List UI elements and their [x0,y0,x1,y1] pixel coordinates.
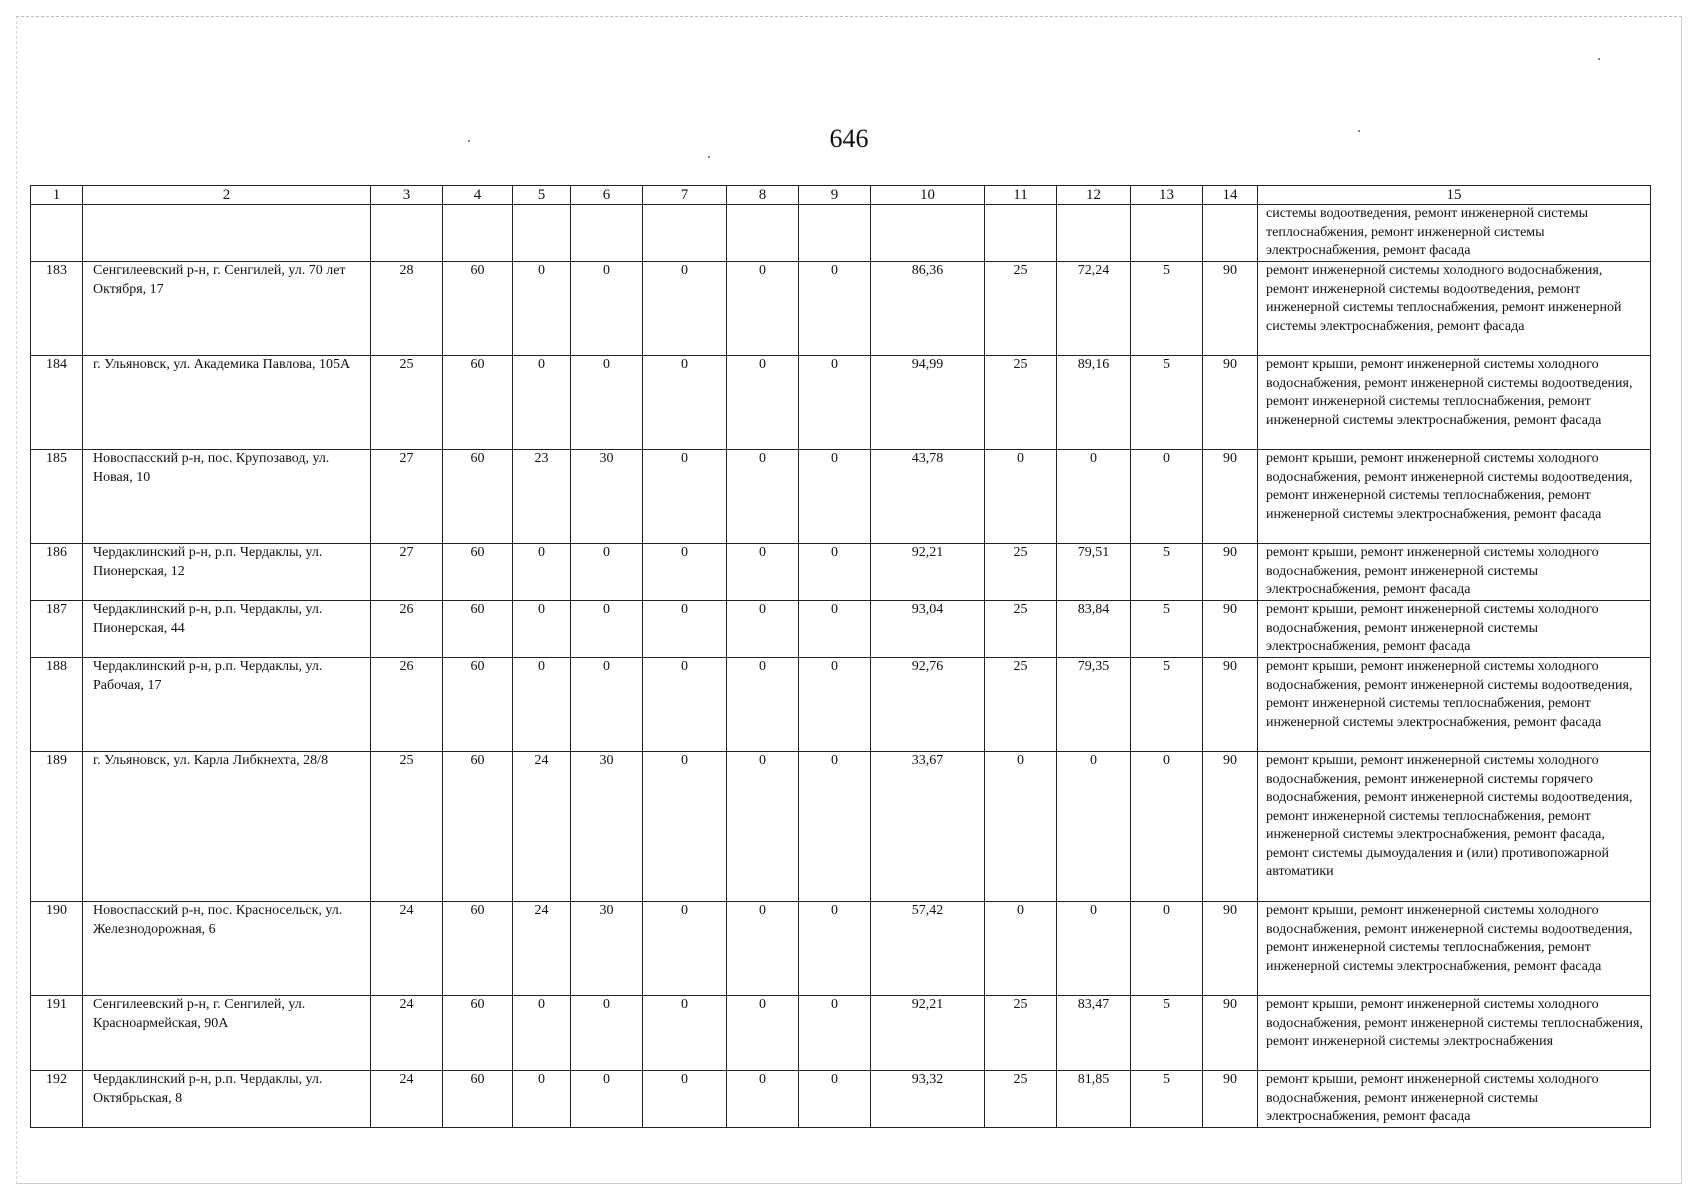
value-cell-col-4: 60 [443,356,513,450]
address-cell: Чердаклинский р-н, р.п. Чердаклы, ул. Пионерская, 12 [83,544,371,601]
value-cell-col-14: 90 [1203,262,1258,356]
value-cell-col-12: 81,85 [1057,1071,1131,1128]
row-number-cell: 186 [31,544,83,601]
value-cell-col-11: 25 [985,262,1057,356]
value-cell-col-8: 0 [727,658,799,752]
address-cell: Сенгилеевский р-н, г. Сенгилей, ул. 70 лет Октября, 17 [83,262,371,356]
column-header: 8 [727,186,799,205]
scan-speck [1358,130,1360,132]
value-cell-col-5: 23 [513,450,571,544]
row-number-cell: 188 [31,658,83,752]
table-row [31,902,1651,996]
repair-schedule-table [30,185,1651,1128]
value-cell-col-11: 25 [985,996,1057,1071]
address-cell [83,205,371,262]
value-cell-col-5: 24 [513,752,571,902]
value-cell-col-6: 30 [571,752,643,902]
value-cell-col-7: 0 [643,544,727,601]
value-cell-col-13: 5 [1131,544,1203,601]
value-cell-col-6: 30 [571,450,643,544]
row-number-cell: 190 [31,902,83,996]
value-cell-col-14: 90 [1203,902,1258,996]
column-header: 2 [83,186,371,205]
value-cell-col-7: 0 [643,752,727,902]
value-cell-col-4: 60 [443,996,513,1071]
value-cell-col-7: 0 [643,601,727,658]
works-list-cell: ремонт крыши, ремонт инженерной системы холодного водоснабжения, ремонт инженерной системы электроснабжения, ремонт фасада [1258,1071,1651,1128]
row-number-cell: 189 [31,752,83,902]
works-list-cell: системы водоотведения, ремонт инженерной системы теплоснабжения, ремонт инженерной системы электроснабжения, ремонт фасада [1258,205,1651,262]
value-cell-col-4: 60 [443,752,513,902]
address-cell: Чердаклинский р-н, р.п. Чердаклы, ул. Рабочая, 17 [83,658,371,752]
table-row [31,1071,1651,1128]
value-cell-col-11: 25 [985,601,1057,658]
value-cell-col-14: 90 [1203,1071,1258,1128]
column-number-row [31,186,1651,205]
value-cell-col-14: 90 [1203,996,1258,1071]
value-cell-col-6: 0 [571,1071,643,1128]
row-number-cell: 192 [31,1071,83,1128]
value-cell-col-6: 0 [571,356,643,450]
value-cell-col-13 [1131,205,1203,262]
value-cell-col-12: 89,16 [1057,356,1131,450]
value-cell-col-5: 0 [513,658,571,752]
value-cell-col-4: 60 [443,658,513,752]
scan-speck [1598,58,1600,60]
value-cell-col-12: 0 [1057,450,1131,544]
page-number: 646 [829,124,869,153]
row-number-cell: 187 [31,601,83,658]
value-cell-col-3: 26 [371,658,443,752]
value-cell-col-13: 5 [1131,1071,1203,1128]
value-cell-col-12: 79,51 [1057,544,1131,601]
value-cell-col-12: 0 [1057,902,1131,996]
value-cell-col-11: 0 [985,752,1057,902]
value-cell-col-6: 0 [571,658,643,752]
value-cell-col-5 [513,205,571,262]
column-header: 13 [1131,186,1203,205]
column-header: 11 [985,186,1057,205]
value-cell-col-7: 0 [643,1071,727,1128]
table-row [31,601,1651,658]
table-body [31,205,1651,1128]
value-cell-col-5: 24 [513,902,571,996]
value-cell-col-11: 0 [985,450,1057,544]
value-cell-col-3: 25 [371,752,443,902]
value-cell-col-13: 0 [1131,902,1203,996]
value-cell-col-11: 0 [985,902,1057,996]
value-cell-col-12: 72,24 [1057,262,1131,356]
column-header: 3 [371,186,443,205]
value-cell-col-13: 0 [1131,752,1203,902]
value-cell-col-9: 0 [799,1071,871,1128]
value-cell-col-9: 0 [799,658,871,752]
works-list-cell: ремонт крыши, ремонт инженерной системы холодного водоснабжения, ремонт инженерной системы теплоснабжения, ремонт инженерной системы электроснабжения [1258,996,1651,1071]
value-cell-col-14: 90 [1203,356,1258,450]
address-cell: Новоспасский р-н, пос. Красносельск, ул. Железнодорожная, 6 [83,902,371,996]
value-cell-col-10: 93,32 [871,1071,985,1128]
value-cell-col-7: 0 [643,262,727,356]
value-cell-col-4: 60 [443,902,513,996]
value-cell-col-5: 0 [513,544,571,601]
value-cell-col-8: 0 [727,752,799,902]
address-cell: Новоспасский р-н, пос. Крупозавод, ул. Новая, 10 [83,450,371,544]
value-cell-col-6: 30 [571,902,643,996]
value-cell-col-3: 28 [371,262,443,356]
value-cell-col-8: 0 [727,450,799,544]
value-cell-col-13: 5 [1131,601,1203,658]
value-cell-col-10: 94,99 [871,356,985,450]
value-cell-col-8: 0 [727,1071,799,1128]
column-header: 9 [799,186,871,205]
works-list-cell: ремонт крыши, ремонт инженерной системы холодного водоснабжения, ремонт инженерной системы горячего водоснабжения, ремонт инженерной системы водоотведения, ремонт инженерной системы теплоснабжения, ремонт инженерной системы электроснабжения, ремонт фасада, ремонт системы дымоудаления и (или) противопожарной автоматики [1258,752,1651,902]
value-cell-col-9: 0 [799,601,871,658]
value-cell-col-11 [985,205,1057,262]
value-cell-col-9: 0 [799,262,871,356]
value-cell-col-7: 0 [643,450,727,544]
value-cell-col-7: 0 [643,996,727,1071]
value-cell-col-6: 0 [571,262,643,356]
value-cell-col-10: 92,21 [871,544,985,601]
value-cell-col-9: 0 [799,902,871,996]
column-header: 5 [513,186,571,205]
column-header: 10 [871,186,985,205]
value-cell-col-11: 25 [985,544,1057,601]
value-cell-col-3: 25 [371,356,443,450]
value-cell-col-4: 60 [443,262,513,356]
address-cell: Чердаклинский р-н, р.п. Чердаклы, ул. Пионерская, 44 [83,601,371,658]
value-cell-col-3: 24 [371,1071,443,1128]
column-header: 7 [643,186,727,205]
table-row [31,205,1651,262]
address-cell: г. Ульяновск, ул. Карла Либкнехта, 28/8 [83,752,371,902]
value-cell-col-6 [571,205,643,262]
value-cell-col-14: 90 [1203,752,1258,902]
column-header: 1 [31,186,83,205]
value-cell-col-6: 0 [571,544,643,601]
value-cell-col-12: 79,35 [1057,658,1131,752]
row-number-cell: 191 [31,996,83,1071]
scan-speck [708,156,710,158]
value-cell-col-10: 57,42 [871,902,985,996]
value-cell-col-8: 0 [727,996,799,1071]
table-row [31,356,1651,450]
value-cell-col-13: 5 [1131,262,1203,356]
works-list-cell: ремонт крыши, ремонт инженерной системы холодного водоснабжения, ремонт инженерной системы электроснабжения, ремонт фасада [1258,544,1651,601]
value-cell-col-10: 43,78 [871,450,985,544]
value-cell-col-4 [443,205,513,262]
value-cell-col-8 [727,205,799,262]
row-number-cell [31,205,83,262]
value-cell-col-4: 60 [443,601,513,658]
address-cell: г. Ульяновск, ул. Академика Павлова, 105А [83,356,371,450]
value-cell-col-8: 0 [727,262,799,356]
value-cell-col-5: 0 [513,262,571,356]
value-cell-col-14: 90 [1203,544,1258,601]
value-cell-col-4: 60 [443,1071,513,1128]
value-cell-col-9: 0 [799,544,871,601]
value-cell-col-4: 60 [443,544,513,601]
value-cell-col-13: 5 [1131,356,1203,450]
value-cell-col-9: 0 [799,356,871,450]
address-cell: Сенгилеевский р-н, г. Сенгилей, ул. Красноармейская, 90А [83,996,371,1071]
table-row [31,996,1651,1071]
value-cell-col-3 [371,205,443,262]
row-number-cell: 185 [31,450,83,544]
value-cell-col-3: 24 [371,996,443,1071]
value-cell-col-3: 27 [371,544,443,601]
value-cell-col-14 [1203,205,1258,262]
value-cell-col-10: 92,21 [871,996,985,1071]
value-cell-col-9: 0 [799,450,871,544]
column-header: 4 [443,186,513,205]
value-cell-col-6: 0 [571,601,643,658]
value-cell-col-11: 25 [985,356,1057,450]
table-row [31,544,1651,601]
value-cell-col-10: 33,67 [871,752,985,902]
value-cell-col-9: 0 [799,996,871,1071]
value-cell-col-14: 90 [1203,601,1258,658]
value-cell-col-6: 0 [571,996,643,1071]
value-cell-col-10: 93,04 [871,601,985,658]
value-cell-col-12: 0 [1057,752,1131,902]
row-number-cell: 184 [31,356,83,450]
value-cell-col-5: 0 [513,1071,571,1128]
value-cell-col-5: 0 [513,996,571,1071]
works-list-cell: ремонт крыши, ремонт инженерной системы холодного водоснабжения, ремонт инженерной системы водоотведения, ремонт инженерной системы теплоснабжения, ремонт инженерной системы электроснабжения, ремонт фасада [1258,356,1651,450]
row-number-cell: 183 [31,262,83,356]
value-cell-col-12: 83,47 [1057,996,1131,1071]
value-cell-col-4: 60 [443,450,513,544]
works-list-cell: ремонт крыши, ремонт инженерной системы холодного водоснабжения, ремонт инженерной системы водоотведения, ремонт инженерной системы теплоснабжения, ремонт инженерной системы электроснабжения, ремонт фасада [1258,450,1651,544]
value-cell-col-7: 0 [643,356,727,450]
value-cell-col-14: 90 [1203,450,1258,544]
table-row [31,262,1651,356]
value-cell-col-8: 0 [727,601,799,658]
value-cell-col-12: 83,84 [1057,601,1131,658]
column-header: 14 [1203,186,1258,205]
value-cell-col-10: 86,36 [871,262,985,356]
value-cell-col-10: 92,76 [871,658,985,752]
scan-speck [468,140,470,142]
value-cell-col-3: 26 [371,601,443,658]
value-cell-col-9: 0 [799,752,871,902]
value-cell-col-12 [1057,205,1131,262]
column-header: 12 [1057,186,1131,205]
value-cell-col-13: 5 [1131,658,1203,752]
table-row [31,752,1651,902]
value-cell-col-8: 0 [727,544,799,601]
value-cell-col-7: 0 [643,658,727,752]
value-cell-col-11: 25 [985,1071,1057,1128]
value-cell-col-3: 24 [371,902,443,996]
value-cell-col-7 [643,205,727,262]
works-list-cell: ремонт крыши, ремонт инженерной системы холодного водоснабжения, ремонт инженерной системы водоотведения, ремонт инженерной системы теплоснабжения, ремонт инженерной системы электроснабжения, ремонт фасада [1258,658,1651,752]
address-cell: Чердаклинский р-н, р.п. Чердаклы, ул. Октябрьская, 8 [83,1071,371,1128]
value-cell-col-7: 0 [643,902,727,996]
value-cell-col-5: 0 [513,601,571,658]
column-header: 6 [571,186,643,205]
value-cell-col-8: 0 [727,902,799,996]
works-list-cell: ремонт инженерной системы холодного водоснабжения, ремонт инженерной системы водоотведения, ремонт инженерной системы теплоснабжения, ремонт инженерной системы электроснабжения, ремонт фасада [1258,262,1651,356]
value-cell-col-13: 0 [1131,450,1203,544]
works-list-cell: ремонт крыши, ремонт инженерной системы холодного водоснабжения, ремонт инженерной системы водоотведения, ремонт инженерной системы теплоснабжения, ремонт инженерной системы электроснабжения, ремонт фасада [1258,902,1651,996]
table-row [31,450,1651,544]
value-cell-col-5: 0 [513,356,571,450]
value-cell-col-8: 0 [727,356,799,450]
value-cell-col-11: 25 [985,658,1057,752]
table-row [31,658,1651,752]
value-cell-col-14: 90 [1203,658,1258,752]
value-cell-col-9 [799,205,871,262]
value-cell-col-3: 27 [371,450,443,544]
works-list-cell: ремонт крыши, ремонт инженерной системы холодного водоснабжения, ремонт инженерной системы электроснабжения, ремонт фасада [1258,601,1651,658]
column-header: 15 [1258,186,1651,205]
value-cell-col-13: 5 [1131,996,1203,1071]
value-cell-col-10 [871,205,985,262]
